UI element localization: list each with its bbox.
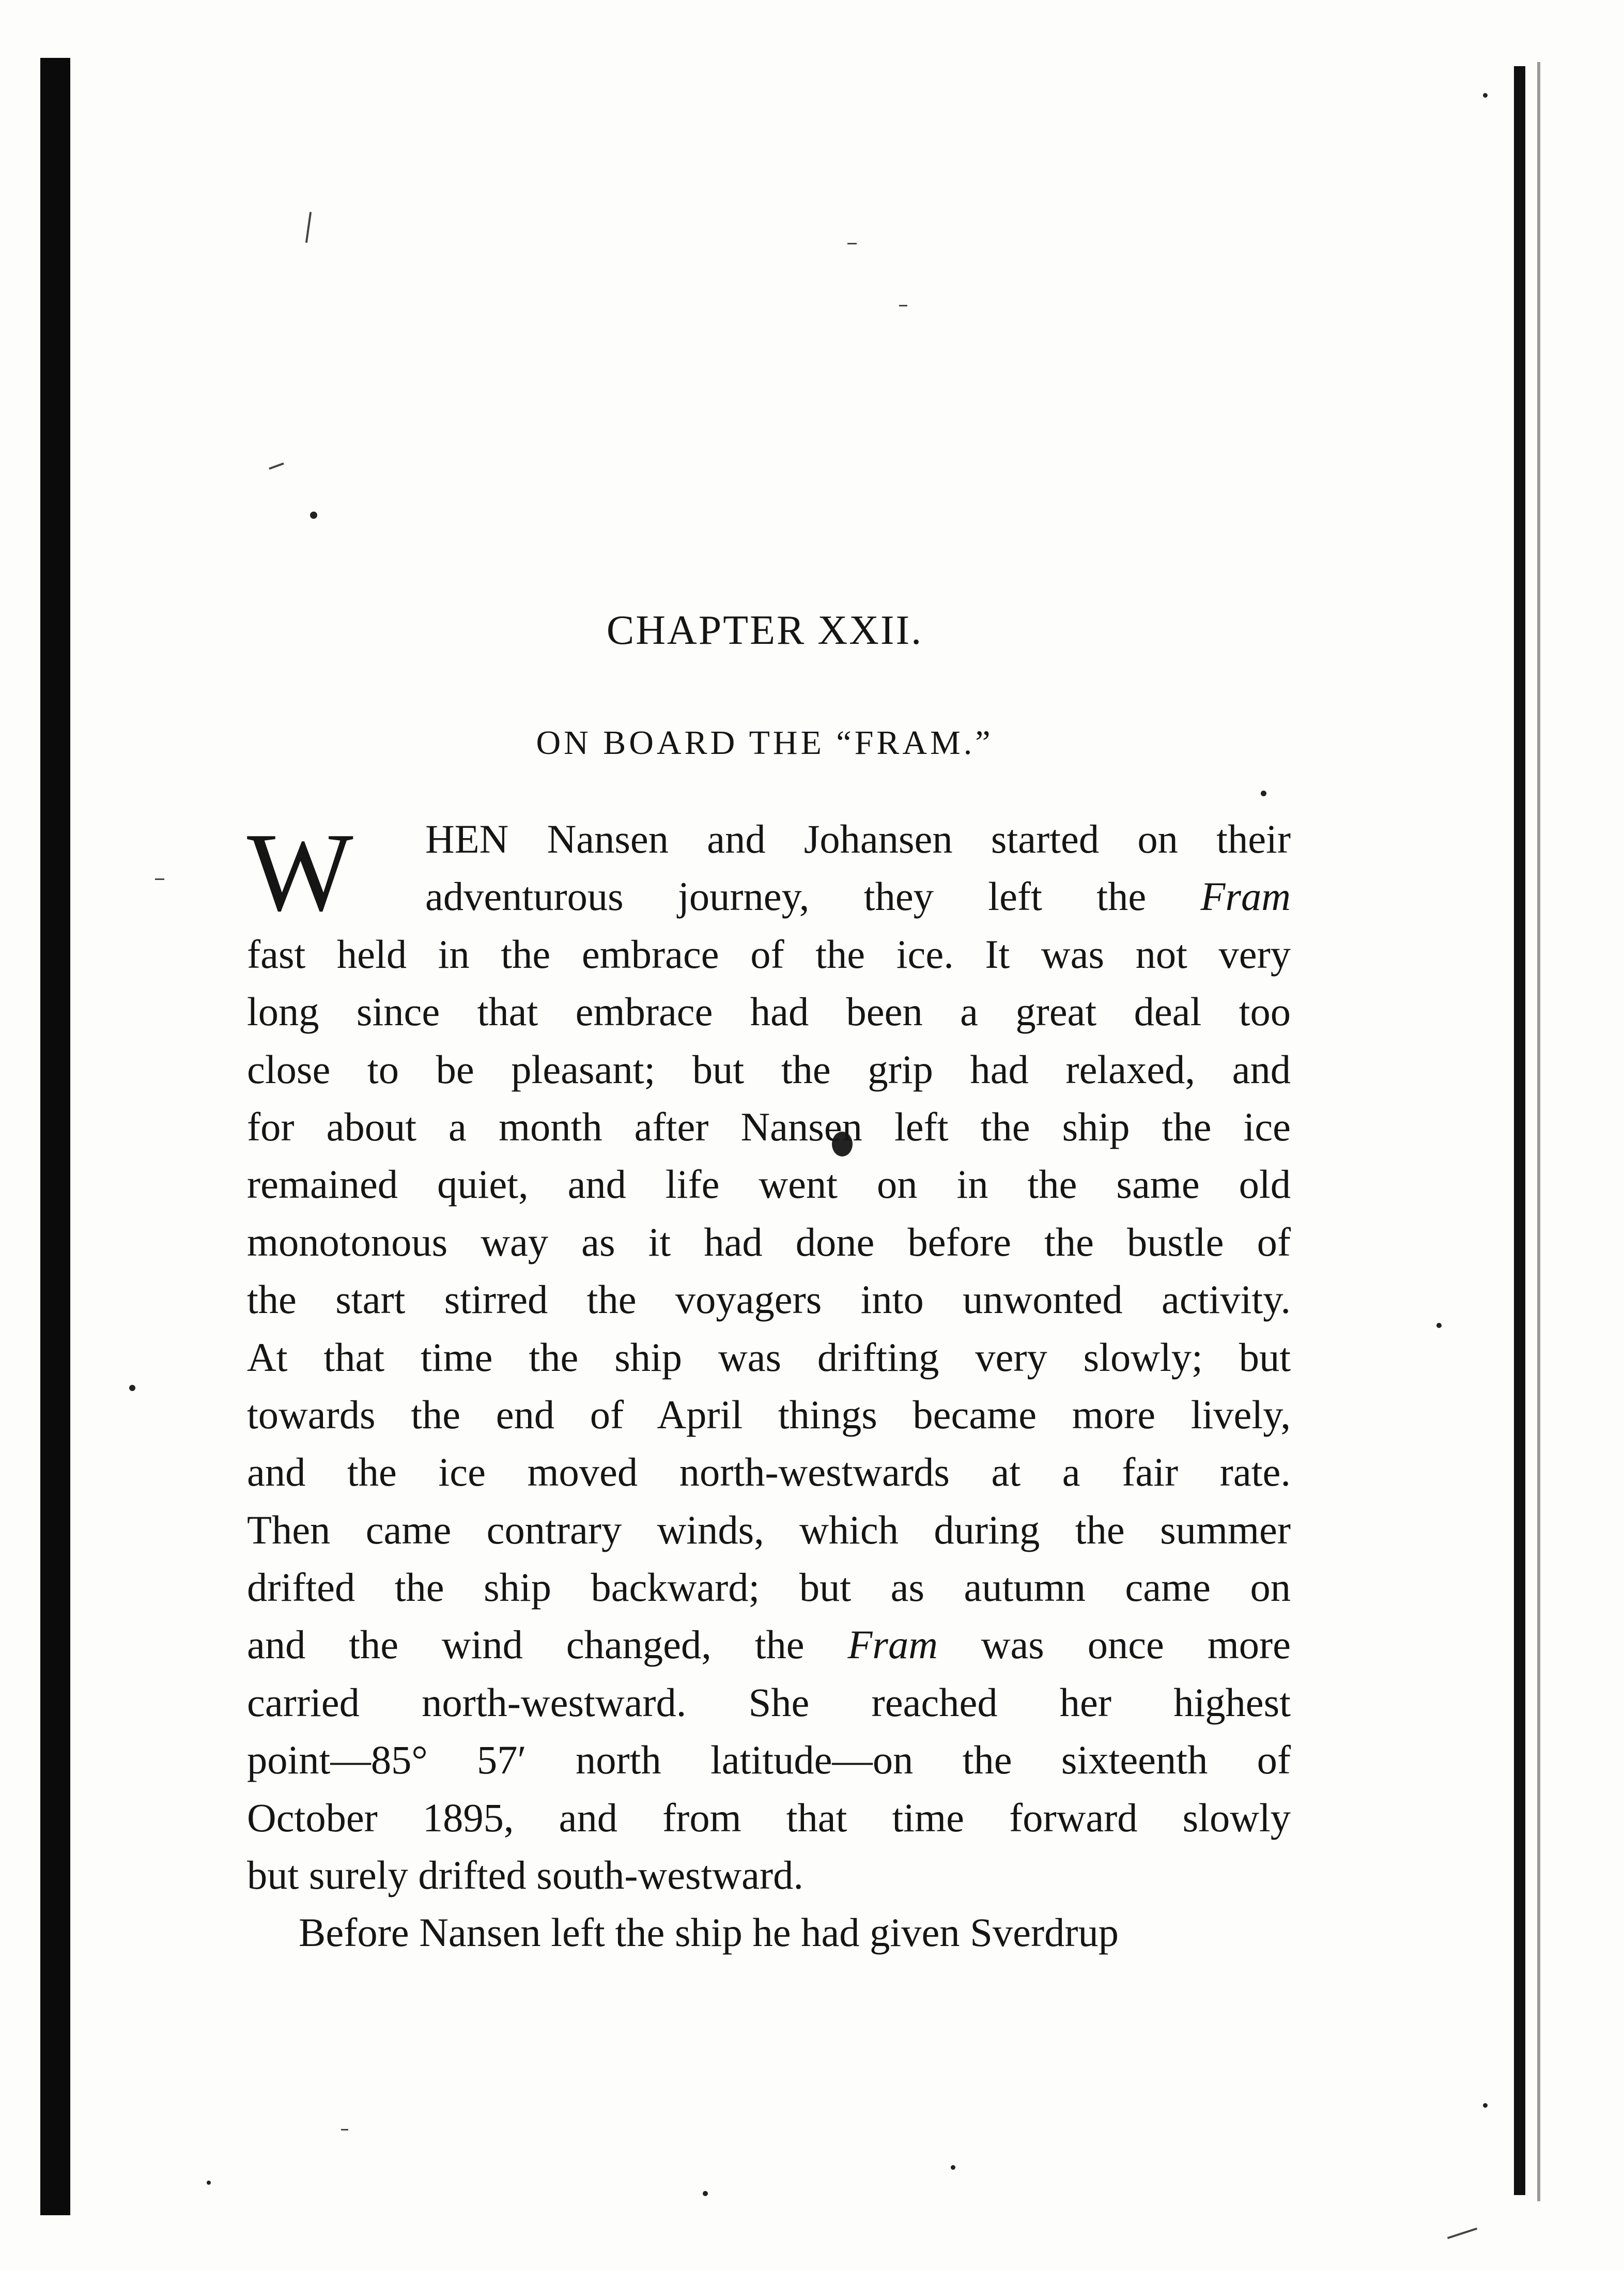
text-line: October 1895, and from that time forward slowly <box>247 1795 1291 1840</box>
scan-mark <box>899 305 907 306</box>
text-line: for about a month after Nansen left the ship the ice <box>247 1104 1291 1149</box>
scan-mark <box>1447 2228 1477 2239</box>
text-line: Before Nansen left the ship he had given Sverdrup <box>299 1910 1119 1955</box>
scan-speck <box>951 2165 955 2170</box>
text-line: remained quiet, and life went on in the same old <box>247 1162 1291 1207</box>
body-paragraphs <box>247 810 1291 1962</box>
scan-speck <box>1483 2103 1488 2108</box>
text-line: Then came contrary winds, which during the summer <box>247 1507 1291 1552</box>
text-line: and the ice moved north-westwards at a fair rate. <box>247 1449 1291 1495</box>
text-line: drifted the ship backward; but as autumn came on <box>247 1565 1291 1610</box>
text-line: the start stirred the voyagers into unwonted activity. <box>247 1277 1291 1322</box>
scan-mark <box>155 878 164 880</box>
scan-speck <box>1261 791 1266 796</box>
text-line: close to be pleasant; but the grip had relaxed, and <box>247 1046 1291 1092</box>
text-line: and the wind changed, the Fram was once more <box>247 1622 1291 1667</box>
page-left-edge-shadow <box>40 58 70 2215</box>
text-line: carried north-westward. She reached her highest <box>247 1679 1291 1725</box>
text-line: but surely drifted south-westward. <box>247 1852 803 1898</box>
text-line: At that time the ship was drifting very slowly; but <box>247 1334 1291 1380</box>
page-right-edge-shadow <box>1514 66 1525 2195</box>
scan-mark <box>847 243 857 244</box>
text-line: towards the end of April things became more lively, <box>247 1392 1291 1437</box>
scan-mark <box>305 212 312 243</box>
text-line: monotonous way as it had done before the bustle of <box>247 1219 1291 1264</box>
text-line: point—85° 57′ north latitude—on the sixteenth of <box>247 1737 1291 1783</box>
scan-speck <box>1483 93 1488 98</box>
chapter-title: ON BOARD THE “FRAM.” <box>536 724 994 762</box>
text-line: fast held in the embrace of the ice. It was not very <box>247 931 1291 977</box>
scan-mark <box>341 2129 348 2130</box>
text-line: long since that embrace had been a great deal too <box>247 989 1291 1034</box>
text-line: adventurous journey, they left the Fram <box>425 874 1291 919</box>
scan-mark <box>269 462 284 470</box>
page-right-outer-edge <box>1537 62 1540 2201</box>
scan-speck <box>1436 1323 1442 1328</box>
text-line: HEN Nansen and Johansen started on their <box>425 816 1291 861</box>
drop-cap: W <box>247 810 353 935</box>
scan-speck <box>310 512 317 519</box>
scan-speck <box>129 1385 135 1391</box>
scan-speck <box>703 2191 708 2196</box>
scan-speck <box>207 2181 211 2185</box>
chapter-heading: CHAPTER XXII. <box>606 608 923 653</box>
